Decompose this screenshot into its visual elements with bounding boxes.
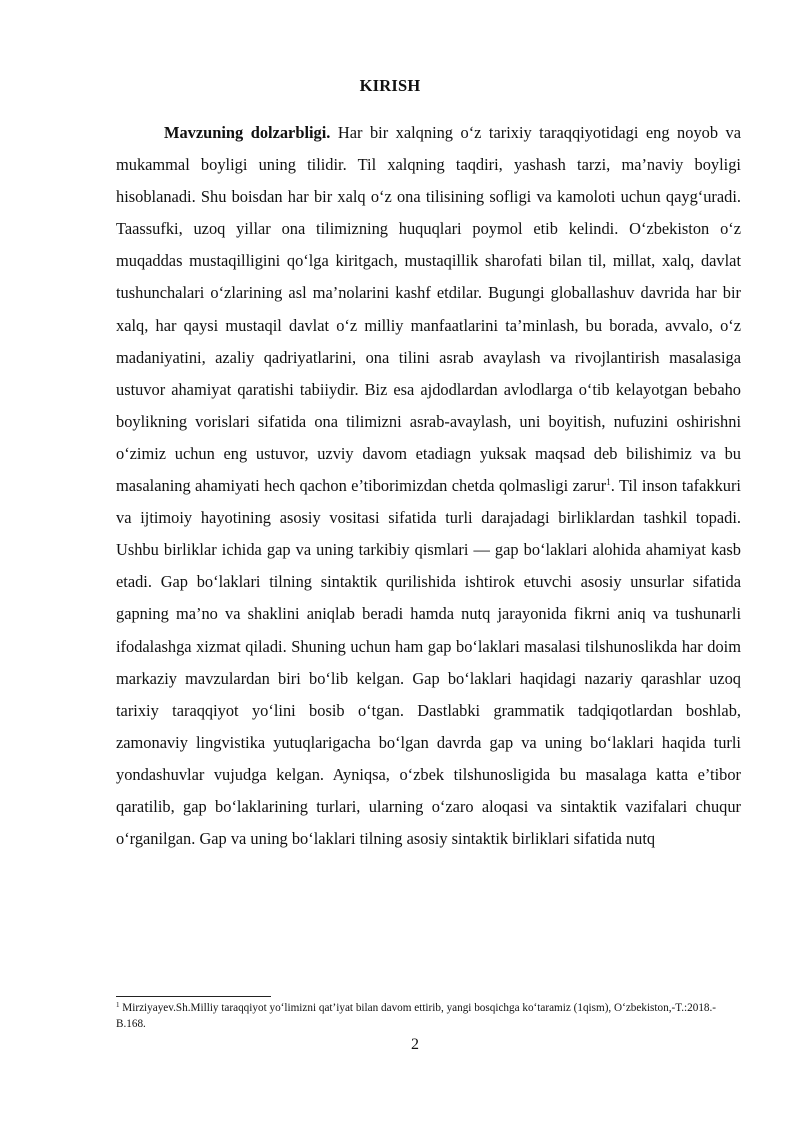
footnote-reference[interactable]: 1: [606, 477, 611, 488]
body-paragraph: [116, 117, 741, 855]
paragraph-text-part-1: Har bir xalqning o‘z tarixiy taraqqiyotidagi eng noyob va mukammal boyligi uning tilidir. Til xalqning taqdiri, yashash tarzi, ma’naviy boyligi hisoblanadi. Shu boisdan har bir xalq o‘z ona tilisining sofligi va kamoloti uchun qayg‘uradi. Taassufki, uzoq yillar ona tilimizning huquqlari poymol etib kelindi. O‘zbekiston o‘z muqaddas mustaqilligini qo‘lga kiritgach, mustaqillik sharofati bilan til, millat, xalq, davlat tushunchalari o‘zlarining asl ma’nolarini kashf etdilar. Bugungi globallashuv davrida har bir xalq, har qaysi mustaqil davlat o‘z milliy manfaatlarini ta’minlash, bu borada, avvalo, o‘z madaniyatini, azaliy qadriyatlarini, ona tilini asrab avaylash va rivojlantirish masalasiga ustuvor ahamiyat qaratishi tabiiydir. Biz esa ajdodlardan avlodlarga o‘tib kelayotgan bebaho boylikning vorislari sifatida ona tilimizni asrab-avaylash, uni boyitish, nufuzini oshirishni o‘zimiz uchun eng ustuvor, uzviy davom etadiagn yuksak maqsad deb bilishimiz va bu masalaning ahamiyati hech qachon e’tiborimizdan chetda qolmasligi zarur: [116, 123, 741, 496]
footnote-number: 1: [116, 1001, 120, 1009]
footnote-text: Mirziyayev.Sh.Milliy taraqqiyot yo‘limizni qat’iyat bilan davom ettirib, yangi bosqichga ko‘taramiz (1qism), O‘zbekiston,-T.:2018.-B.168.: [116, 1002, 717, 1030]
footnote-separator: [116, 996, 271, 997]
section-heading: KIRISH: [359, 76, 421, 95]
paragraph-text-part-2: . Til inson tafakkuri va ijtimoiy hayotining asosiy vositasi sifatida turli darajadagi birliklardan tashkil topadi. Ushbu birliklar ichida gap va uning tarkibiy qismlari — gap bo‘laklari alohida ahamiyat kasb etadi. Gap bo‘laklari tilning sintaktik qurilishida ishtirok etuvchi asosiy unsurlar sifatida gapning ma’no va shaklini aniqlab beradi hamda nutq jarayonida fikrni aniq va tushunarli ifodalashga xizmat qiladi. Shuning uchun ham gap bo‘laklari masalasi tilshunoslikda har doim markaziy mavzulardan biri bo‘lib kelgan. Gap bo‘laklari haqidagi nazariy qarashlar uzoq tarixiy taraqqiyot yo‘lini bosib o‘tgan. Dastlabki grammatik tadqiqotlardan boshlab, zamonaviy lingvistika yutuqlarigacha bo‘lgan davrda gap va uning bo‘laklari haqida turli yondashuvlar vujudga kelgan. Ayniqsa, o‘zbek tilshunosligida bu masalaga katta e’tibor qaratilib, gap bo‘laklarining turlari, ularning o‘zaro aloqasi va sintaktik vazifalari chuqur o‘rganilgan. Gap va uning bo‘laklari tilning asosiy sintaktik birliklari sifatida nutq: [116, 476, 741, 849]
footnote: [116, 1000, 741, 1032]
paragraph-lead: Mavzuning dolzarbligi.: [164, 123, 331, 142]
page-number: 2: [411, 1036, 419, 1053]
